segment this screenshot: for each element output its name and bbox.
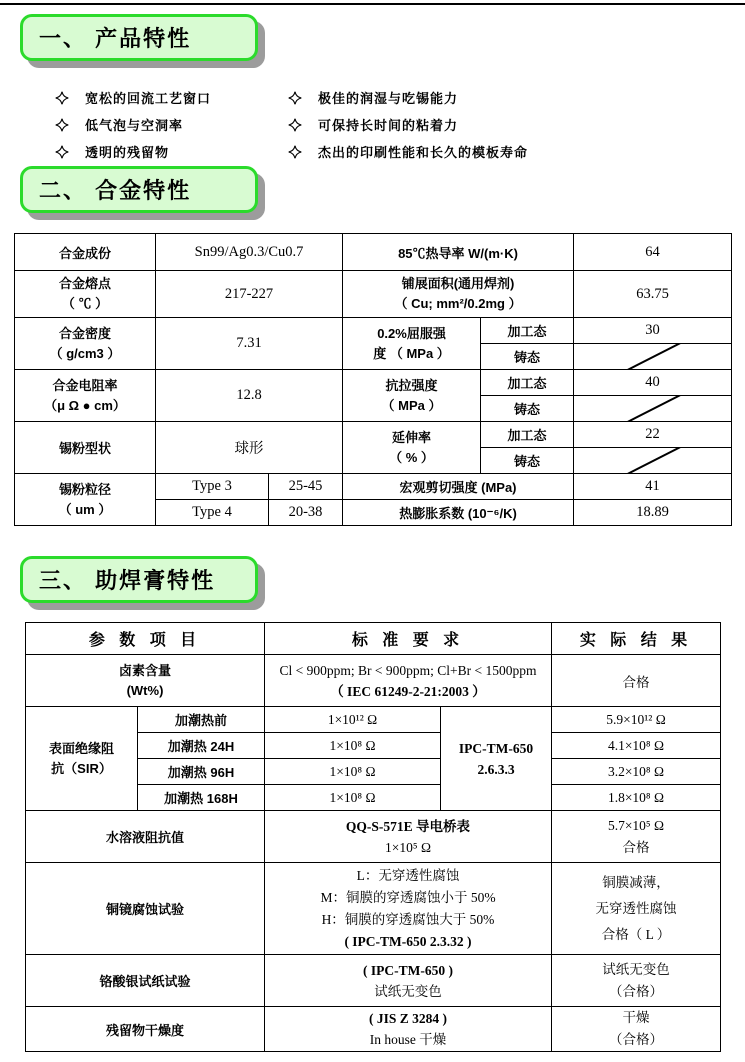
water-resistance-result-verdict: 合格 xyxy=(622,839,650,855)
residue-dryness-result-value: 干燥 xyxy=(622,1010,650,1025)
powder-size-type3-label: Type 3 xyxy=(156,474,269,500)
water-resistance-result xyxy=(552,811,721,863)
powder-size-unit: （ um ） xyxy=(58,501,112,517)
copper-mirror-grade-l: L：无穿透性腐蚀 xyxy=(356,867,460,883)
water-resistance-label: 水溶液阻抗值 xyxy=(26,811,265,863)
section-banner-alloy xyxy=(20,166,258,213)
elongation-label xyxy=(343,422,481,474)
copper-mirror-grade-m: M：铜膜的穿透腐蚀小于 50% xyxy=(320,889,496,905)
powder-size-name: 锡粉粒径 xyxy=(58,481,111,497)
product-feature-list-right xyxy=(288,84,528,165)
powder-size-type4-value: 20-38 xyxy=(269,500,343,526)
elongation-wrought-label: 加工态 xyxy=(481,422,574,448)
melting-point-unit: （ ℃ ） xyxy=(61,296,109,311)
tensile-strength-label xyxy=(343,370,481,422)
alloy-composition-value: Sn99/Ag0.3/Cu0.7 xyxy=(156,234,343,271)
silver-chromate-result-verdict: （合格） xyxy=(609,983,663,999)
sir-name: 表面绝缘阻 xyxy=(48,740,114,756)
residue-dryness-standard xyxy=(265,1007,552,1052)
spread-area-unit: （ Cu; mm²/0.2mg ） xyxy=(394,296,522,311)
sir-method-name: IPC-TM-650 xyxy=(458,740,534,756)
melting-point-value: 217-227 xyxy=(156,271,343,318)
sir-standard: 1×10⁸ Ω xyxy=(265,733,441,759)
feature-text: 可保持长时间的粘着力 xyxy=(318,118,459,133)
spread-area-label xyxy=(343,271,574,318)
flux-header-parameter: 参 数 项 目 xyxy=(26,623,265,655)
shear-strength-value: 41 xyxy=(574,474,732,500)
sparkle-icon xyxy=(288,145,302,159)
elongation-cast-label: 铸态 xyxy=(481,448,574,474)
sir-label xyxy=(26,707,138,811)
sir-condition: 加潮热 24H xyxy=(138,733,265,759)
cte-label: 热膨胀系数 (10⁻⁶/K) xyxy=(343,500,574,526)
silver-chromate-requirement: 试纸无变色 xyxy=(374,983,442,999)
tensile-cast-slash-mark xyxy=(574,396,732,422)
silver-chromate-label: 铬酸银试纸试验 xyxy=(26,955,265,1007)
water-resistance-method: QQ-S-571E 导电桥表 xyxy=(345,818,471,834)
feature-item xyxy=(55,138,211,165)
resistivity-label xyxy=(15,370,156,422)
sir-condition: 加潮热前 xyxy=(138,707,265,733)
elongation-name: 延伸率 xyxy=(392,429,432,445)
water-resistance-result-value: 5.7×10⁵ Ω xyxy=(607,817,665,833)
residue-dryness-method: ( JIS Z 3284 ) xyxy=(368,1011,447,1026)
sir-condition: 加潮热 96H xyxy=(138,759,265,785)
elongation-unit: （ % ） xyxy=(389,449,434,465)
copper-mirror-method: ( IPC-TM-650 2.3.32 ) xyxy=(344,933,472,949)
halogen-unit: (Wt%) xyxy=(126,682,164,698)
silver-chromate-result-value: 试纸无变色 xyxy=(602,961,670,977)
section-title-flux: 三、 助焊膏特性 xyxy=(39,568,216,593)
feature-item xyxy=(288,84,528,111)
alloy-table xyxy=(14,233,732,526)
yield-cast-label: 铸态 xyxy=(481,344,574,370)
halogen-standard xyxy=(265,655,552,707)
copper-mirror-label: 铜镜腐蚀试验 xyxy=(26,863,265,955)
sparkle-icon xyxy=(288,118,302,132)
yield-cast-slash-mark xyxy=(574,344,732,370)
shear-strength-label: 宏观剪切强度 (MPa) xyxy=(343,474,574,500)
flux-header-result: 实 际 结 果 xyxy=(552,623,721,655)
sir-method-number: 2.6.3.3 xyxy=(477,761,515,777)
flux-table xyxy=(25,622,721,1052)
powder-shape-value: 球形 xyxy=(156,422,343,474)
sparkle-icon xyxy=(55,145,69,159)
copper-mirror-standard xyxy=(265,863,552,955)
thermal-conductivity-label: 85℃热导率 W/(m·K) xyxy=(343,234,574,271)
powder-size-type4-label: Type 4 xyxy=(156,500,269,526)
thermal-conductivity-value: 64 xyxy=(574,234,732,271)
silver-chromate-standard xyxy=(265,955,552,1007)
resistivity-value: 12.8 xyxy=(156,370,343,422)
tensile-wrought-label: 加工态 xyxy=(481,370,574,396)
sir-condition: 加潮热 168H xyxy=(138,785,265,811)
sparkle-icon xyxy=(288,91,302,105)
tensile-cast-label: 铸态 xyxy=(481,396,574,422)
tensile-wrought-value: 40 xyxy=(574,370,732,396)
density-value: 7.31 xyxy=(156,318,343,370)
residue-dryness-label: 残留物干燥度 xyxy=(26,1007,265,1052)
sir-standard: 1×10⁸ Ω xyxy=(265,759,441,785)
elongation-cast-slash-mark xyxy=(574,448,732,474)
density-name: 合金密度 xyxy=(58,325,111,341)
halogen-standard-method: （ IEC 61249-2-21:2003 ） xyxy=(330,683,486,699)
resistivity-unit: （μ Ω ● cm） xyxy=(44,397,126,413)
feature-text: 低气泡与空洞率 xyxy=(85,118,184,133)
feature-text: 透明的残留物 xyxy=(85,145,170,160)
flux-header-standard: 标 准 要 求 xyxy=(265,623,552,655)
section-banner-flux xyxy=(20,556,258,603)
halogen-result: 合格 xyxy=(552,655,721,707)
sir-unit: 抗（SIR） xyxy=(51,760,112,776)
feature-item xyxy=(288,111,528,138)
tensile-strength-unit: （ MPa ） xyxy=(381,397,442,413)
feature-item xyxy=(55,84,211,111)
section-title-product: 一、 产品特性 xyxy=(39,26,192,51)
sir-standard: 1×10¹² Ω xyxy=(265,707,441,733)
product-feature-list-left xyxy=(55,84,211,165)
tensile-strength-name: 抗拉强度 xyxy=(385,377,438,393)
sparkle-icon xyxy=(55,91,69,105)
copper-mirror-result xyxy=(552,863,721,955)
sir-method xyxy=(441,707,552,811)
melting-point-name: 合金熔点 xyxy=(58,276,111,291)
water-resistance-standard xyxy=(265,811,552,863)
density-label xyxy=(15,318,156,370)
copper-mirror-grade-h: H：铜膜的穿透腐蚀大于 50% xyxy=(321,911,495,927)
yield-strength-unit: 度 （ MPa ） xyxy=(373,345,450,361)
yield-strength-name: 0.2%屈服强 xyxy=(377,325,446,341)
top-rule xyxy=(0,3,745,5)
sir-standard: 1×10⁸ Ω xyxy=(265,785,441,811)
sir-result: 1.8×10⁸ Ω xyxy=(552,785,721,811)
feature-item xyxy=(288,138,528,165)
feature-text: 宽松的回流工艺窗口 xyxy=(85,91,212,106)
yield-strength-label xyxy=(343,318,481,370)
halogen-standard-limits: Cl < 900ppm; Br < 900ppm; Cl+Br < 1500ppm xyxy=(279,662,537,678)
section-title-alloy: 二、 合金特性 xyxy=(39,178,192,203)
density-unit: （ g/cm3 ） xyxy=(49,345,121,361)
section-banner-product xyxy=(20,14,258,61)
sir-result: 4.1×10⁸ Ω xyxy=(552,733,721,759)
powder-shape-label: 锡粉型状 xyxy=(15,422,156,474)
residue-dryness-result xyxy=(552,1007,721,1052)
silver-chromate-method: ( IPC-TM-650 ) xyxy=(363,962,453,978)
halogen-label xyxy=(26,655,265,707)
powder-size-label xyxy=(15,474,156,526)
copper-mirror-result-verdict: 合格（ L ） xyxy=(601,926,671,942)
spread-area-name: 铺展面积(通用焊剂) xyxy=(401,276,515,291)
melting-point-label xyxy=(15,271,156,318)
alloy-composition-label: 合金成份 xyxy=(15,234,156,271)
powder-size-type3-value: 25-45 xyxy=(269,474,343,500)
sir-result: 5.9×10¹² Ω xyxy=(552,707,721,733)
spread-area-value: 63.75 xyxy=(574,271,732,318)
residue-dryness-inhouse: In house 干燥 xyxy=(369,1032,447,1047)
residue-dryness-result-verdict: （合格） xyxy=(609,1032,663,1047)
yield-wrought-label: 加工态 xyxy=(481,318,574,344)
feature-text: 极佳的润湿与吃锡能力 xyxy=(318,91,459,106)
resistivity-name: 合金电阻率 xyxy=(52,377,118,393)
sparkle-icon xyxy=(55,118,69,132)
silver-chromate-result xyxy=(552,955,721,1007)
copper-mirror-result-line1: 铜膜减薄， xyxy=(602,874,670,890)
feature-item xyxy=(55,111,211,138)
cte-value: 18.89 xyxy=(574,500,732,526)
feature-text: 杰出的印刷性能和长久的模板寿命 xyxy=(318,145,529,160)
elongation-wrought-value: 22 xyxy=(574,422,732,448)
halogen-name: 卤素含量 xyxy=(118,662,171,678)
water-resistance-limit: 1×10⁵ Ω xyxy=(385,839,431,855)
yield-wrought-value: 30 xyxy=(574,318,732,344)
copper-mirror-result-line2: 无穿透性腐蚀 xyxy=(595,900,677,916)
sir-result: 3.2×10⁸ Ω xyxy=(552,759,721,785)
